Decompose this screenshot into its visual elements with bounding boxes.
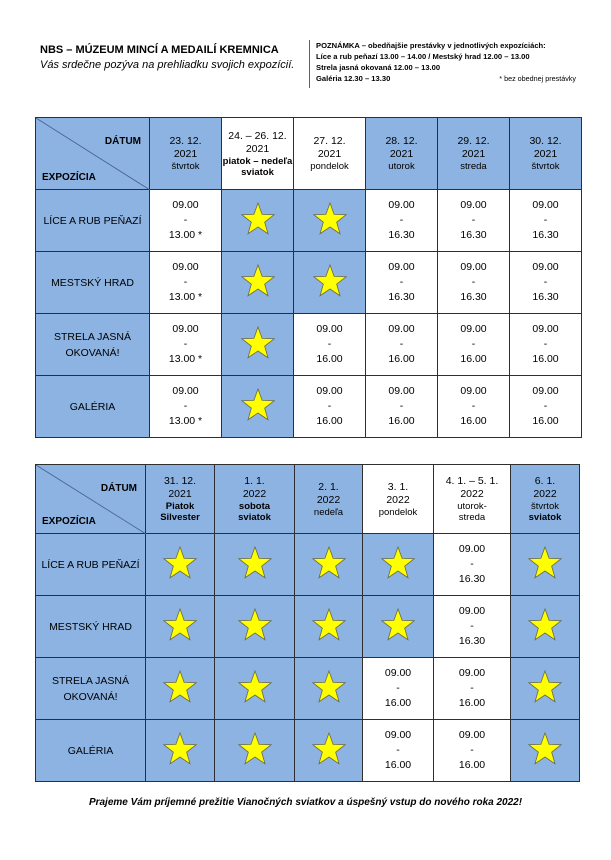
closed-cell — [215, 596, 295, 658]
note-line-2: Strela jasná okovaná 12.00 – 13.00 — [316, 63, 441, 72]
lunch-break-note — [309, 40, 586, 88]
footer-greeting: Prajeme Vám príjemné prežitie Vianočných sviatkov a úspešný vstup do nového roka 2022! — [88, 797, 523, 808]
opening-hours-cell — [363, 720, 434, 782]
exhibition-name — [36, 376, 150, 438]
hours-text: 16.30 — [388, 291, 415, 303]
date-text: 28. 12. — [385, 135, 418, 147]
closed-cell — [363, 596, 434, 658]
star-icon — [237, 546, 273, 580]
star-icon — [240, 326, 276, 360]
date-text: 2022 — [386, 493, 410, 506]
hours-text: - — [183, 214, 188, 226]
day-text: utorok — [388, 161, 415, 172]
exhibition-name — [36, 596, 146, 658]
hours-text: 09.00 — [172, 199, 199, 211]
date-text: 29. 12. — [457, 135, 490, 147]
hours-text: - — [396, 744, 400, 756]
hours-text: 16.00 — [460, 415, 487, 427]
exhibition-name-line: GALÉRIA — [69, 400, 116, 413]
star-icon — [312, 202, 348, 236]
hours-text: 09.00 — [384, 729, 412, 741]
hours-text: 09.00 — [172, 323, 199, 335]
date-text: 2022 — [316, 493, 341, 506]
opening-hours-cell — [438, 376, 510, 438]
hours-text: 16.00 — [384, 697, 412, 709]
day-text: streda — [460, 161, 487, 172]
opening-hours-cell — [366, 252, 438, 314]
date-text: 23. 12. — [169, 135, 202, 147]
date-label: DÁTUM — [104, 136, 141, 147]
hours-text: 09.00 — [458, 605, 486, 617]
closed-cell — [146, 596, 215, 658]
closed-cell — [215, 720, 295, 782]
hours-text: 09.00 — [532, 323, 559, 335]
exhibition-name-line: STRELA JASNÁ — [51, 674, 130, 687]
star-icon — [527, 670, 563, 704]
exhibition-name-line: OKOVANÁ! — [65, 346, 120, 359]
closed-cell — [294, 190, 366, 252]
table-row — [36, 376, 582, 438]
date-header — [434, 465, 511, 534]
closed-cell — [511, 720, 580, 782]
closed-cell — [215, 534, 295, 596]
day-text: utorok- — [457, 501, 487, 512]
star-icon — [237, 732, 273, 766]
hours-text: 13.00 * — [168, 353, 203, 365]
opening-hours-cell — [434, 720, 511, 782]
exhibition-name-line: STRELA JASNÁ — [53, 330, 132, 343]
opening-hours-cell — [366, 376, 438, 438]
hours-text: 09.00 — [532, 385, 559, 397]
closed-cell — [146, 534, 215, 596]
closed-cell — [363, 534, 434, 596]
note-line-1: Líce a rub peňazí 13.00 – 14.00 / Mestský hrad 12.00 – 13.00 — [316, 52, 530, 61]
hours-text: 09.00 — [532, 261, 559, 273]
table-row — [36, 534, 580, 596]
opening-hours-cell — [438, 252, 510, 314]
opening-hours-cell — [294, 376, 366, 438]
date-text: 1. 1. — [244, 475, 265, 487]
closed-cell — [215, 658, 295, 720]
hours-text: 16.30 — [458, 635, 486, 647]
hours-text: 16.30 — [460, 229, 487, 241]
date-text: 2021 — [245, 142, 270, 155]
opening-hours-cell — [510, 252, 582, 314]
opening-hours-cell — [150, 252, 222, 314]
hours-text: 16.30 — [532, 229, 559, 241]
hours-text: 09.00 — [388, 199, 415, 211]
day-text: nedeľa — [313, 506, 344, 518]
day-text: štvrtok — [531, 161, 560, 172]
museum-name: NBS – MÚZEUM MINCÍ A MEDAILÍ KREMNICA — [40, 44, 279, 56]
star-icon — [240, 388, 276, 422]
exhibition-name — [36, 658, 146, 720]
opening-hours-cell — [150, 376, 222, 438]
corner-cell — [36, 118, 150, 190]
opening-hours-cell — [438, 314, 510, 376]
day-text: sviatok — [241, 166, 274, 178]
table-row — [36, 252, 582, 314]
day-text: pondelok — [310, 161, 349, 172]
table-row — [36, 596, 580, 658]
hours-text: - — [327, 400, 332, 412]
hours-text: 09.00 — [458, 543, 486, 555]
closed-cell — [511, 534, 580, 596]
star-icon — [380, 608, 416, 642]
opening-hours-cell — [294, 314, 366, 376]
hours-text: - — [327, 338, 332, 350]
day-text: pondelok — [378, 506, 418, 518]
closed-cell — [146, 720, 215, 782]
hours-text: - — [471, 214, 476, 226]
opening-hours-cell — [366, 190, 438, 252]
hours-text: - — [543, 214, 548, 226]
exhibition-name-line: LÍCE A RUB PEŇAZÍ — [41, 558, 140, 571]
date-header — [215, 465, 295, 534]
day-text: sviatok — [238, 512, 271, 523]
star-icon — [380, 546, 416, 580]
opening-hours-cell — [438, 190, 510, 252]
hours-text: 09.00 — [458, 729, 486, 741]
star-icon — [240, 264, 276, 298]
hours-text: 16.30 — [460, 291, 487, 303]
closed-cell — [146, 658, 215, 720]
star-icon — [237, 670, 273, 704]
hours-text: - — [471, 338, 476, 350]
exhibit-label: EXPOZÍCIA — [42, 172, 96, 183]
star-icon — [240, 202, 276, 236]
exhibition-name-line: LÍCE A RUB PEŇAZÍ — [43, 214, 142, 227]
date-text: 2022 — [242, 488, 267, 500]
hours-text: 13.00 * — [168, 415, 203, 427]
star-icon — [162, 546, 198, 580]
opening-hours-cell — [434, 596, 511, 658]
corner-cell — [36, 465, 146, 534]
star-icon — [311, 608, 347, 642]
hours-text: - — [399, 214, 404, 226]
closed-cell — [222, 376, 294, 438]
hours-text: - — [470, 558, 474, 570]
star-icon — [311, 546, 347, 580]
hours-text: 16.00 — [316, 353, 343, 365]
note-line-3: Galéria 12.30 – 13.30 — [316, 74, 391, 83]
hours-text: 09.00 — [316, 385, 343, 397]
date-header — [222, 118, 294, 190]
day-text: Piatok — [165, 501, 195, 512]
opening-hours-cell — [510, 376, 582, 438]
closed-cell — [511, 658, 580, 720]
date-text: 2021 — [173, 148, 198, 160]
date-text: 2021 — [461, 148, 486, 160]
date-text: 2021 — [533, 148, 558, 160]
date-header — [363, 465, 434, 534]
opening-hours-cell — [150, 190, 222, 252]
date-text: 2021 — [389, 148, 414, 160]
hours-text: 09.00 — [384, 667, 412, 679]
hours-text: 09.00 — [458, 667, 486, 679]
hours-text: 16.00 — [532, 353, 559, 365]
opening-hours-cell — [363, 658, 434, 720]
star-icon — [527, 546, 563, 580]
star-icon — [162, 608, 198, 642]
date-text: 3. 1. — [387, 480, 409, 493]
hours-text: 16.00 — [384, 759, 412, 771]
date-text: 30. 12. — [529, 135, 562, 147]
opening-hours-cell — [510, 190, 582, 252]
exhibit-label: EXPOZÍCIA — [42, 516, 96, 527]
closed-cell — [295, 658, 363, 720]
day-text: sviatok — [528, 512, 562, 523]
hours-text: 16.30 — [458, 573, 486, 585]
hours-text: - — [470, 620, 474, 632]
exhibition-name — [36, 314, 150, 376]
hours-text: 09.00 — [460, 385, 487, 397]
header-row — [36, 465, 580, 534]
exhibition-name — [36, 252, 150, 314]
star-icon — [162, 670, 198, 704]
closed-cell — [295, 534, 363, 596]
note-title-rest: – obedňajšie prestávky v jednotlivých expozíciách: — [359, 41, 546, 50]
closed-cell — [222, 314, 294, 376]
date-header — [438, 118, 510, 190]
date-label: DÁTUM — [100, 483, 137, 494]
date-text: 2022 — [533, 488, 557, 500]
hours-text: 09.00 — [388, 323, 415, 335]
hours-text: 09.00 — [172, 385, 199, 397]
note-title-line — [316, 40, 586, 51]
day-text: sobota — [238, 501, 271, 512]
hours-text: 09.00 — [172, 261, 199, 273]
hours-text: 13.00 * — [168, 291, 203, 303]
hours-text: 16.00 — [388, 353, 415, 365]
hours-text: - — [543, 400, 548, 412]
date-text: 24. – 26. 12. — [228, 129, 287, 142]
date-text: 27. 12. — [313, 135, 346, 147]
hours-text: - — [470, 744, 474, 756]
date-text: 31. 12. — [163, 475, 197, 487]
exhibition-name-line: GALÉRIA — [67, 744, 114, 757]
exhibition-name-line: MESTSKÝ HRAD — [51, 276, 134, 289]
hours-text: 16.30 — [388, 229, 415, 241]
date-text: 2021 — [168, 488, 192, 500]
day-text: štvrtok — [171, 161, 200, 172]
opening-hours-cell — [510, 314, 582, 376]
hours-text: 16.00 — [458, 697, 486, 709]
date-header — [511, 465, 580, 534]
hours-text: 09.00 — [460, 323, 487, 335]
closed-cell — [295, 596, 363, 658]
hours-text: - — [399, 338, 404, 350]
opening-hours-cell — [434, 658, 511, 720]
invitation-text: Vás srdečne pozýva na prehliadku svojich expozícií. — [40, 59, 295, 71]
closed-cell — [295, 720, 363, 782]
star-icon — [527, 732, 563, 766]
day-text: štvrtok — [531, 501, 559, 512]
asterisk-note: * bez obednej prestávky — [499, 74, 576, 83]
hours-text: - — [183, 338, 188, 350]
table-row — [36, 658, 580, 720]
hours-text: - — [471, 276, 476, 288]
date-header — [510, 118, 582, 190]
date-header — [146, 465, 215, 534]
date-text: 2021 — [317, 148, 342, 160]
star-icon — [527, 608, 563, 642]
closed-cell — [222, 190, 294, 252]
schedule-table-1 — [35, 117, 582, 438]
hours-text: - — [471, 400, 476, 412]
hours-text: 16.30 — [532, 291, 559, 303]
opening-hours-cell — [150, 314, 222, 376]
exhibition-name — [36, 190, 150, 252]
hours-text: 13.00 * — [168, 229, 203, 241]
date-text: 2022 — [460, 488, 484, 500]
hours-text: - — [399, 276, 404, 288]
star-icon — [162, 732, 198, 766]
hours-text: - — [183, 276, 188, 288]
hours-text: 16.00 — [388, 415, 415, 427]
exhibition-name — [36, 720, 146, 782]
date-header — [294, 118, 366, 190]
header-row — [36, 118, 582, 190]
hours-text: - — [399, 400, 404, 412]
day-text: Silvester — [160, 512, 200, 523]
date-header — [295, 465, 363, 534]
star-icon — [311, 732, 347, 766]
hours-text: 09.00 — [388, 261, 415, 273]
day-text: streda — [458, 512, 486, 523]
closed-cell — [222, 252, 294, 314]
star-icon — [311, 670, 347, 704]
hours-text: 09.00 — [532, 199, 559, 211]
date-text: 6. 1. — [534, 475, 556, 487]
exhibition-name-line: OKOVANÁ! — [63, 690, 118, 703]
hours-text: - — [543, 276, 548, 288]
opening-hours-cell — [434, 534, 511, 596]
star-icon — [312, 264, 348, 298]
table-row — [36, 314, 582, 376]
day-text: piatok – nedeľa — [222, 155, 293, 167]
date-header — [366, 118, 438, 190]
hours-text: 16.00 — [316, 415, 343, 427]
hours-text: - — [183, 400, 188, 412]
exhibition-name-line: MESTSKÝ HRAD — [49, 620, 132, 633]
date-text: 2. 1. — [318, 480, 339, 493]
hours-text: 09.00 — [388, 385, 415, 397]
schedule-table-2 — [35, 464, 580, 782]
exhibition-name — [36, 534, 146, 596]
hours-text: 16.00 — [460, 353, 487, 365]
hours-text: - — [396, 682, 400, 694]
closed-cell — [294, 252, 366, 314]
table-row — [36, 190, 582, 252]
hours-text: 09.00 — [460, 199, 487, 211]
hours-text: 09.00 — [460, 261, 487, 273]
date-text: 4. 1. – 5. 1. — [445, 475, 499, 487]
closed-cell — [511, 596, 580, 658]
header — [40, 44, 294, 71]
hours-text: 09.00 — [316, 323, 343, 335]
hours-text: - — [543, 338, 548, 350]
note-title: POZNÁMKA — [316, 41, 360, 50]
hours-text: 16.00 — [532, 415, 559, 427]
star-icon — [237, 608, 273, 642]
table-row — [36, 720, 580, 782]
hours-text: - — [470, 682, 474, 694]
opening-hours-cell — [366, 314, 438, 376]
hours-text: 16.00 — [458, 759, 486, 771]
date-header — [150, 118, 222, 190]
